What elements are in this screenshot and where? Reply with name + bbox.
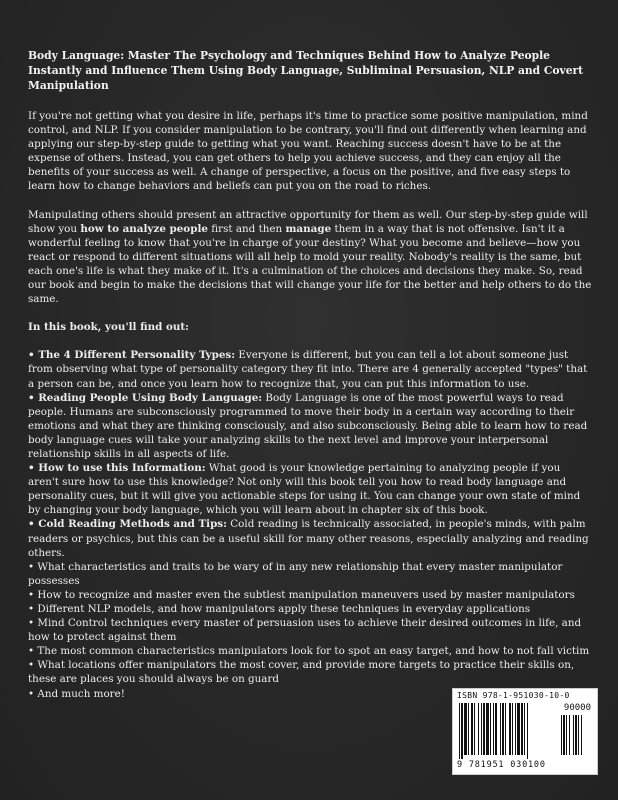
list-item-text: • Different NLP models, and how manipulators apply these techniques in everyday applications [28,603,531,615]
list-item [28,391,594,461]
para2-bold-1: how to analyze people [80,222,208,235]
list-item [28,348,594,390]
list-item-text: • What locations offer manipulators the most cover, and provide more targets to practice their skills on, these are places you should always be on guard [28,659,575,686]
list-item-text: • How to recognize and master even the subtlest manipulation maneuvers used by master manipulators [28,588,575,601]
second-paragraph [28,208,594,307]
list-item [28,616,594,644]
para2-text-3: them in a way that is not offensive. Isn't it a wonderful feeling to know that you're in charge of your destiny? What you become and believe—how you react or respond to different situations will all help to mold your reality. Nobody's reality is the same, but each one's life is what they make of it. It's a culmination of the choices and decisions they make. So, read our book and begin to make the decisions that will change your life for the better and help others to do the same. [28,222,592,306]
barcode-icon [457,703,593,759]
list-item-text: • Mind Control techniques every master of persuasion uses to achieve their desired outcomes in life, and how to protect against them [28,617,582,644]
book-title: Body Language: Master The Psychology and Techniques Behind How to Analyze People Instantly and Influence Them Using Body Language, Subliminal Persuasion, NLP and Covert Manipulation [28,49,584,92]
list-item [28,602,594,616]
isbn-label: ISBN 978-1-951030-10-0 [457,691,570,700]
ean-number: 9 781951 030100 [457,760,546,770]
cover-text [28,48,594,701]
list-item-text: • The most common characteristics manipulators look for to spot an easy target, and how to not fall victim [28,645,590,658]
list-item [28,517,594,559]
find-out-heading: In this book, you'll find out: [28,321,189,334]
intro-paragraph: If you're not getting what you desire in life, perhaps it's time to practice some positive manipulation, mind control, and NLP. If you consider manipulation to be contrary, you'll find out differently when learning and applying our step-by-step guide to getting what you want. Reaching success doesn't have to be at the expense of others. Instead, you can get others to help you achieve success, and they can enjoy all the benefits of your success as well. A change of perspective, a focus on the positive, and five easy steps to learn how to change behaviors and beliefs can put you on the road to riches. [28,110,588,193]
price-code: 90000 [563,703,591,713]
para2-text-1: Manipulating others should present an attractive opportunity for them as well. Our step-by-step guide will show you [28,208,588,235]
para2-text-2: first and then [207,222,286,235]
list-item-text: Everyone is different, but you can tell a lot about someone just from observing what type of personality category they fit into. There are 4 generally accepted "types" that a person can be, and once you learn how to recognize that, you can put this information to use. [28,349,588,390]
list-item-text: • And much more! [28,687,125,700]
list-item [28,461,594,517]
list-item [28,588,594,602]
list-item-heading: • How to use this Information: [28,462,206,475]
list-item [28,658,594,686]
list-item-text: Body Language is one of the most powerful ways to read people. Humans are subconsciously programmed to move their body in a certain way according to their emotions and what they are thinking consciously, and also subconsciously. Being able to learn how to read body language cues will take your analyzing skills to the next level and improve your interpersonal relationship skills in all aspects of life. [28,391,588,460]
para2-bold-2: manage [285,222,332,235]
barcode-panel [452,688,598,775]
list-item-text: • What characteristics and traits to be wary of in any new relationship that every master manipulator possesses [28,560,563,587]
list-item-heading: • Cold Reading Methods and Tips: [28,518,227,531]
feature-list [28,348,594,700]
list-item-text: What good is your knowledge pertaining to analyzing people if you aren't sure how to use this knowledge? Not only will this book tell you how to read body language and personality cues, but it will give you actionable steps for using it. You can change your own state of mind by changing your body language, which you will learn about in chapter six of this book. [28,462,581,517]
list-item [28,644,594,658]
list-item-heading: • Reading People Using Body Language: [28,391,263,404]
list-item [28,560,594,588]
list-item-heading: • The 4 Different Personality Types: [28,349,236,362]
list-item-text: Cold reading is technically associated, in people's minds, with palm readers or psychics, but this can be a useful skill for many other reasons, especially analyzing and reading others. [28,518,589,559]
